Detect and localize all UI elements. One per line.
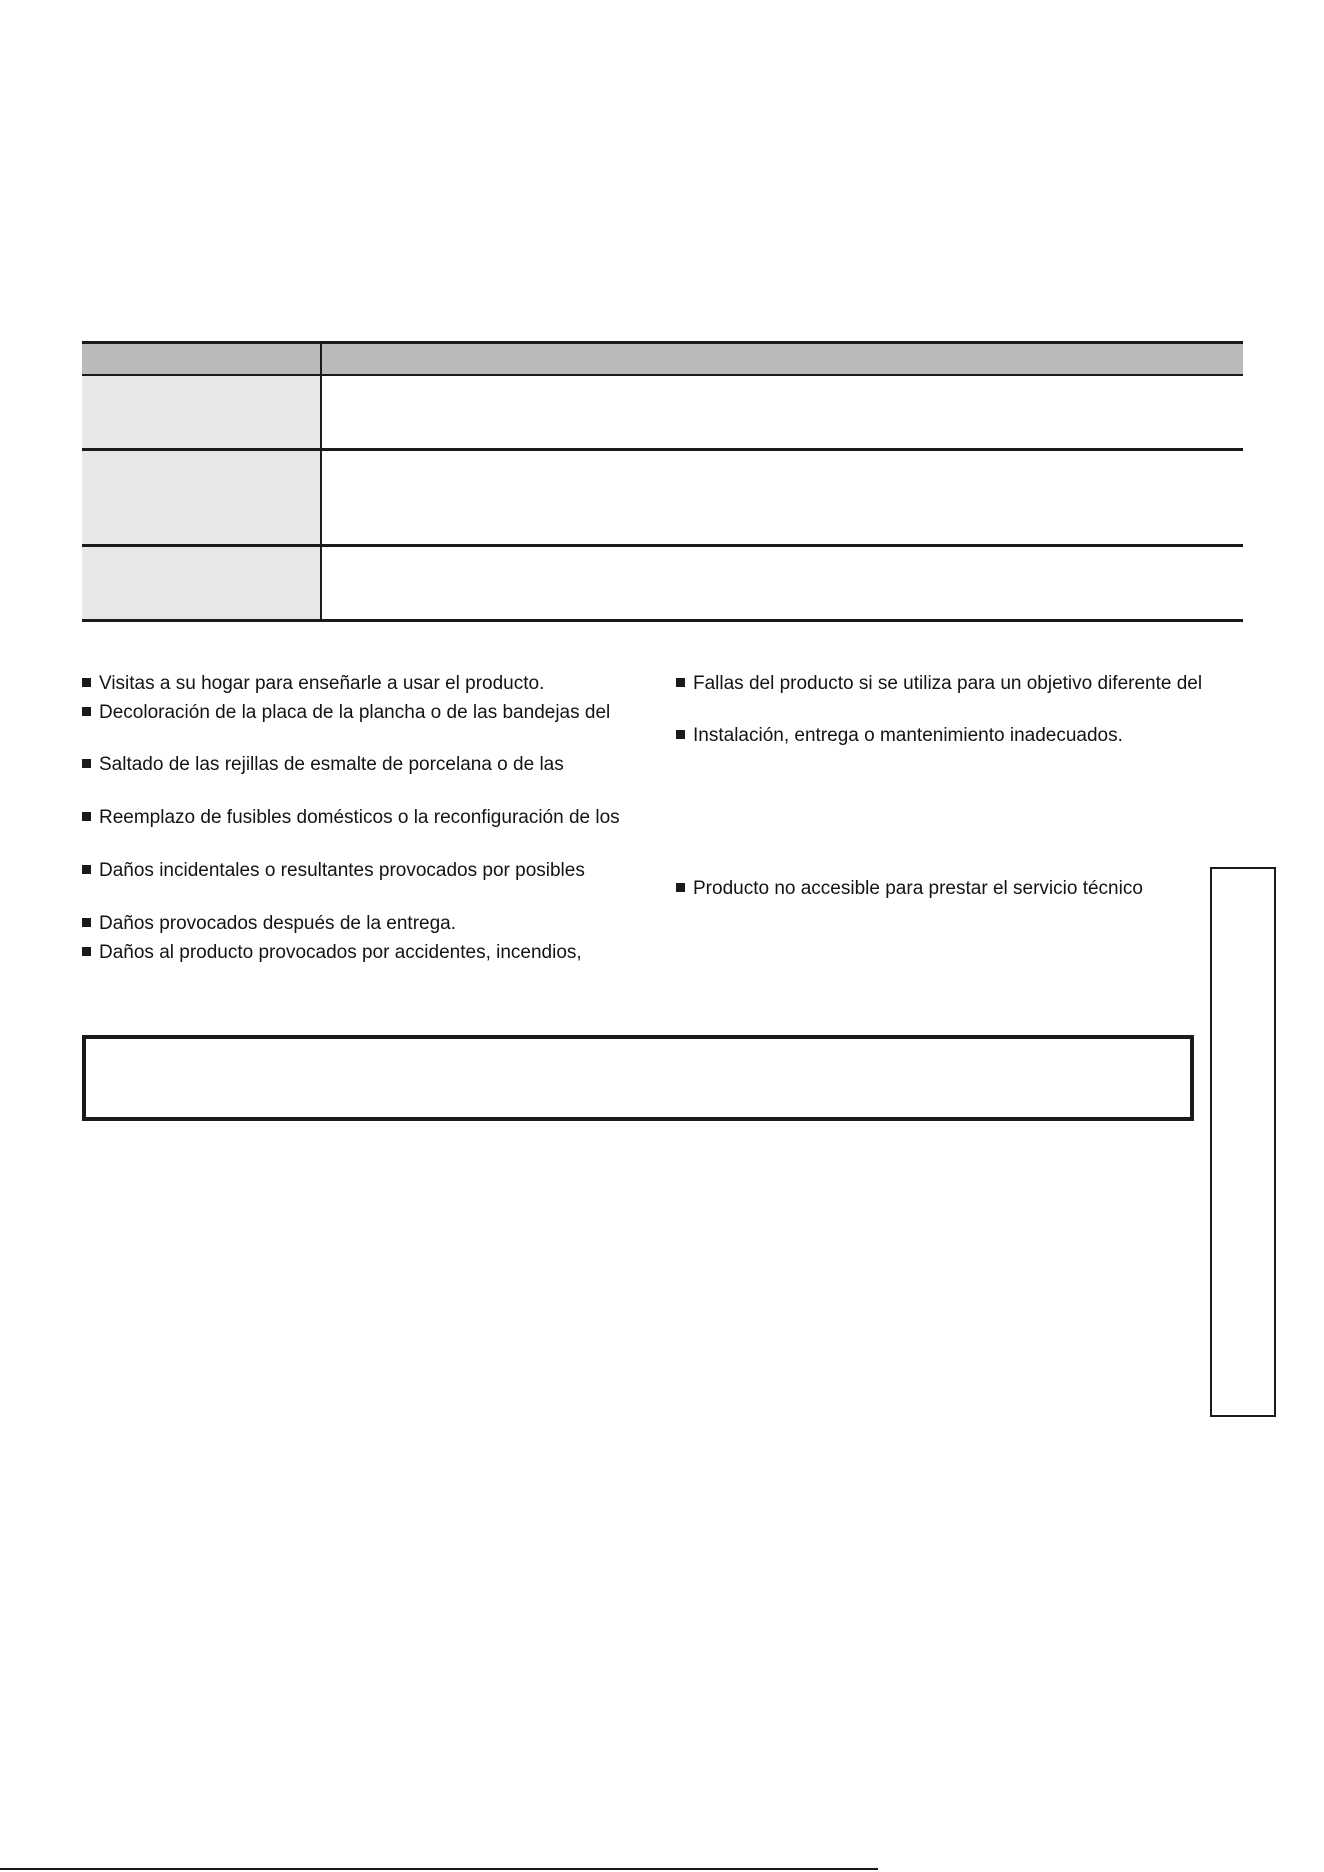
table-header-cell — [322, 344, 1243, 374]
list-item — [82, 859, 585, 883]
list-item-text: Reemplazo de fusibles domésticos o la reconfiguración de los — [99, 807, 620, 828]
list-item — [676, 724, 1123, 748]
table-row-label-cell — [82, 451, 322, 544]
side-section-tab — [1210, 867, 1276, 1417]
list-item-text: Saltado de las rejillas de esmalte de porcelana o de las — [99, 754, 564, 775]
square-bullet-icon — [82, 918, 91, 927]
square-bullet-icon — [82, 947, 91, 956]
square-bullet-icon — [82, 707, 91, 716]
square-bullet-icon — [82, 678, 91, 687]
list-item — [676, 672, 1202, 696]
table-row-content-cell — [322, 376, 1243, 448]
note-box — [82, 1035, 1194, 1121]
warranty-table — [82, 341, 1243, 622]
square-bullet-icon — [676, 730, 685, 739]
list-item — [82, 672, 544, 696]
list-item — [82, 806, 620, 830]
list-item — [82, 753, 564, 777]
square-bullet-icon — [676, 678, 685, 687]
list-item-text: Daños al producto provocados por accidentes, incendios, — [99, 942, 582, 963]
list-item — [676, 877, 1143, 901]
footer-rule — [0, 1868, 878, 1870]
list-item-text: Decoloración de la placa de la plancha o de las bandejas del — [99, 702, 611, 723]
list-item — [82, 941, 582, 965]
square-bullet-icon — [676, 883, 685, 892]
table-row — [82, 547, 1243, 622]
list-item-text: Visitas a su hogar para enseñarle a usar el producto. — [99, 673, 545, 694]
list-item — [82, 701, 610, 725]
list-item — [82, 912, 456, 936]
table-header-row — [82, 344, 1243, 376]
list-item-text: Daños provocados después de la entrega. — [99, 913, 457, 934]
table-row — [82, 376, 1243, 451]
table-row-label-cell — [82, 547, 322, 619]
list-item-text: Producto no accesible para prestar el servicio técnico — [693, 878, 1143, 899]
square-bullet-icon — [82, 759, 91, 768]
table-row — [82, 451, 1243, 547]
square-bullet-icon — [82, 812, 91, 821]
list-item-text: Instalación, entrega o mantenimiento inadecuados. — [693, 725, 1123, 746]
table-row-content-cell — [322, 547, 1243, 619]
table-row-label-cell — [82, 376, 322, 448]
table-header-cell — [82, 344, 322, 374]
list-item-text: Fallas del producto si se utiliza para un objetivo diferente del — [693, 673, 1203, 694]
square-bullet-icon — [82, 865, 91, 874]
table-row-content-cell — [322, 451, 1243, 544]
list-item-text: Daños incidentales o resultantes provocados por posibles — [99, 860, 585, 881]
